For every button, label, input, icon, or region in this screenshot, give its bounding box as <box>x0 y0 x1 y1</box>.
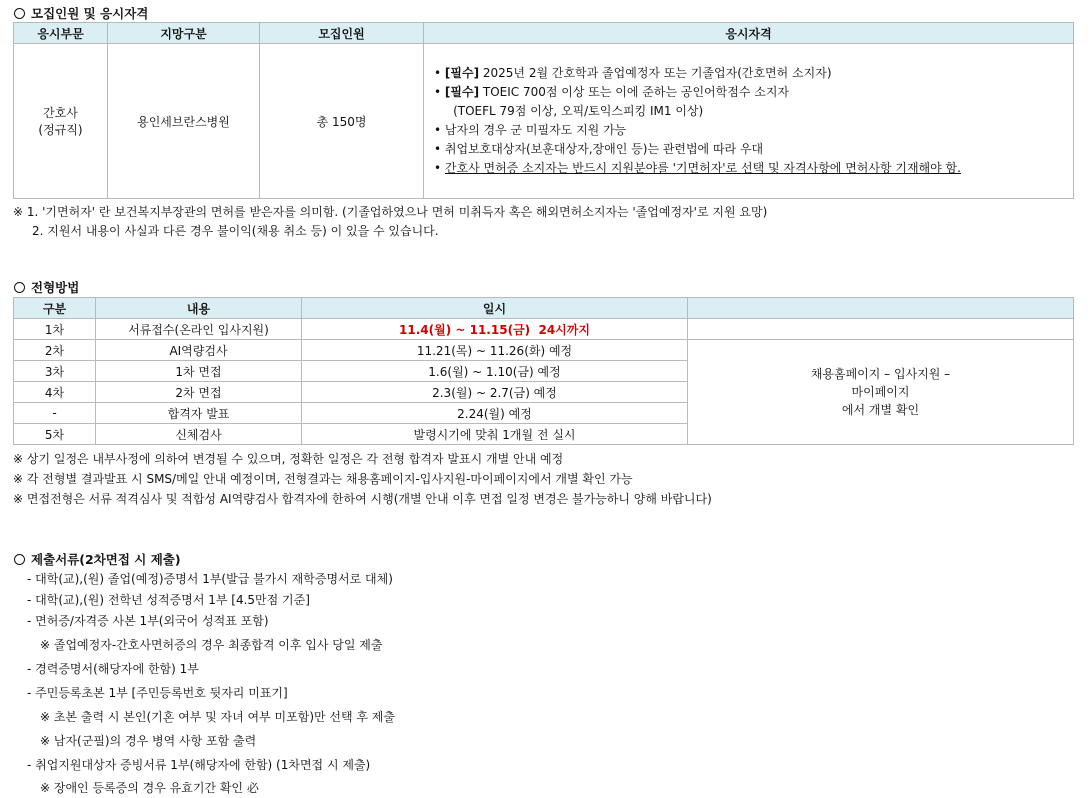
count-cell: 총 150명 <box>260 44 424 199</box>
document-item: - 면허증/자격증 사본 1부(외국어 성적표 포함) <box>27 614 269 628</box>
section-title-documents: 제출서류(2차면접 시 제출) <box>14 550 181 568</box>
document-item: - 경력증명서(해당자에 한함) 1부 <box>27 662 199 676</box>
process-table <box>13 297 1074 445</box>
table-row: 3차 1차 면접 1.6(월) ~ 1.10(금) 예정 <box>14 361 1074 382</box>
document-item: - 대학(교),(원) 졸업(예정)증명서 1부(발급 불가시 재학증명서로 대체) <box>27 572 393 586</box>
section-title-recruitment: 모집인원 및 응시자격 <box>14 4 148 22</box>
table-row: 1차 서류접수(온라인 입사지원) 11.4(월) ~ 11.15(금) 24시까지 <box>14 319 1074 340</box>
note-schedule-change: ※ 상기 일정은 내부사정에 의하여 변경될 수 있으며, 정확한 일정은 각 전형 합격자 발표시 개별 안내 예정 <box>13 452 564 466</box>
qualification-item: • 간호사 면허증 소지자는 반드시 지원분야를 '기면허자'로 선택 및 자격사항에 면허사항 기재해야 함. <box>434 161 961 175</box>
document-subnote: ※ 졸업예정자-간호사면허증의 경우 최종합격 이후 입사 당일 제출 <box>40 638 383 652</box>
qualification-item: • 남자의 경우 군 미필자도 지원 가능 <box>434 123 627 137</box>
note-interview: ※ 면접전형은 서류 적격심사 및 적합성 AI역량검사 합격자에 한하여 시행(개별 안내 이후 면접 일정 변경은 불가능하니 양해 바랍니다) <box>13 492 712 506</box>
header-blank <box>688 298 1074 319</box>
document-item: - 주민등록초본 1부 [주민등록번호 뒷자리 미표기] <box>27 686 288 700</box>
qualification-item: • 취업보호대상자(보훈대상자,장애인 등)는 관련법에 따라 우대 <box>434 142 764 156</box>
circle-bullet-icon <box>14 282 25 293</box>
table-row: - 합격자 발표 2.24(월) 예정 <box>14 403 1074 424</box>
header-field: 응시부문 <box>14 23 108 44</box>
qualification-item: (TOEFL 79점 이상, 오픽/토익스피킹 IM1 이상) <box>434 104 704 118</box>
table-row: 2차 AI역량검사 11.21(목) ~ 11.26(화) 예정 채용홈페이지 – 입사지원 – 마이페이지 에서 개별 확인 <box>14 340 1074 361</box>
header-choice: 지망구분 <box>108 23 260 44</box>
header-qualification: 응시자격 <box>424 23 1074 44</box>
qualification-cell <box>424 44 1074 199</box>
header-count: 모집인원 <box>260 23 424 44</box>
field-cell: 간호사 (정규직) <box>14 44 108 199</box>
note-result-notice: ※ 각 전형별 결과발표 시 SMS/메일 안내 예정이며, 전형결과는 채용홈페이지-입사지원-마이페이지에서 개별 확인 가능 <box>13 472 633 486</box>
note-license: ※ 1. '기면허자' 란 보건복지부장관의 면허를 받은자를 의미함. (기졸업하였으나 면허 미취득자 혹은 해외면허소지자는 '졸업예정자'로 지원 요망) <box>13 205 768 219</box>
circle-bullet-icon <box>14 554 25 565</box>
table-row: 4차 2차 면접 2.3(월) ~ 2.7(금) 예정 <box>14 382 1074 403</box>
document-item: - 대학(교),(원) 전학년 성적증명서 1부 [4.5만점 기준] <box>27 593 310 607</box>
document-item: - 취업지원대상자 증빙서류 1부(해당자에 한함) (1차면접 시 제출) <box>27 758 371 772</box>
table-row: 5차 신체검사 발령시기에 맞춰 1개월 전 실시 <box>14 424 1074 445</box>
header-date: 일시 <box>302 298 688 319</box>
circle-bullet-icon <box>14 8 25 19</box>
recruitment-table <box>13 22 1074 199</box>
check-location-cell: 채용홈페이지 – 입사지원 – 마이페이지 에서 개별 확인 <box>688 340 1074 445</box>
application-period: 11.4(월) ~ 11.15(금) 24시까지 <box>302 319 688 340</box>
document-subnote: ※ 남자(군필)의 경우 병역 사항 포함 출력 <box>40 734 257 748</box>
section-title-process: 전형방법 <box>14 278 79 296</box>
note-false-info: 2. 지원서 내용이 사실과 다른 경우 불이익(채용 취소 등) 이 있을 수 있습니다. <box>32 224 439 238</box>
hospital-cell: 용인세브란스병원 <box>108 44 260 199</box>
qualification-item: • [필수] 2025년 2월 간호학과 졸업예정자 또는 기졸업자(간호면허 소지자) <box>434 66 832 80</box>
header-stage: 구분 <box>14 298 96 319</box>
document-subnote: ※ 초본 출력 시 본인(기혼 여부 및 자녀 여부 미포함)만 선택 후 제출 <box>40 710 395 724</box>
document-subnote: ※ 장애인 등록증의 경우 유효기간 확인 必 <box>40 781 259 795</box>
qualification-item: • [필수] TOEIC 700점 이상 또는 이에 준하는 공인어학점수 소지자 <box>434 85 790 99</box>
header-content: 내용 <box>96 298 302 319</box>
